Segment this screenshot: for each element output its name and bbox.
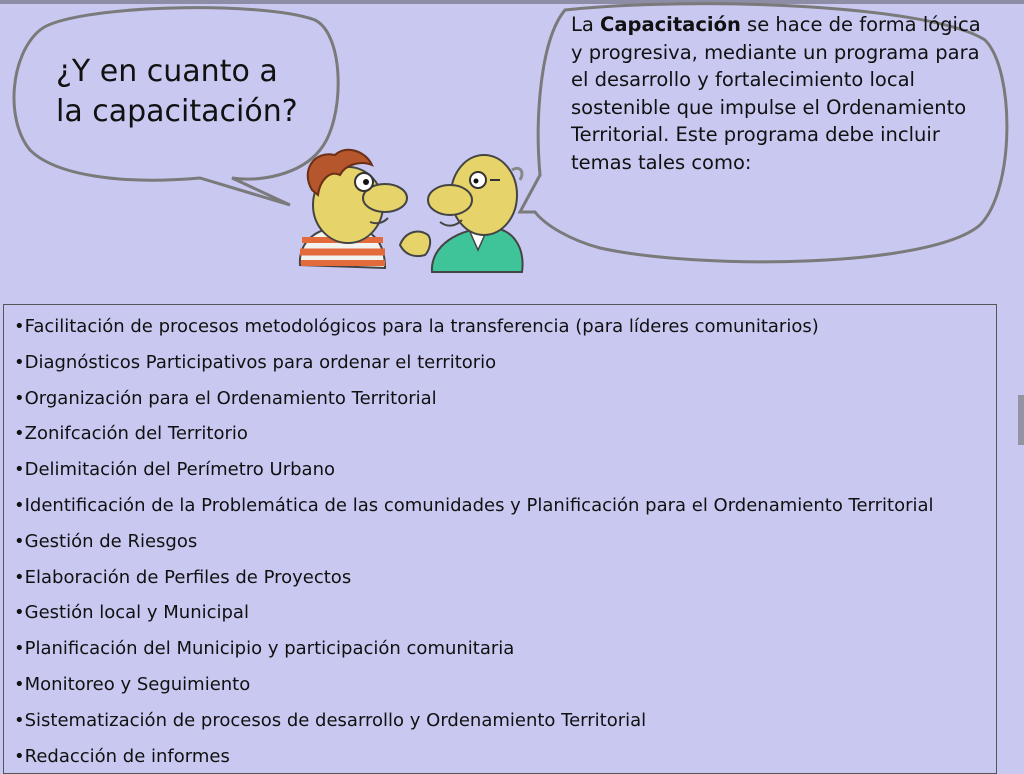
question-line-2: la capacitación? <box>56 94 298 129</box>
list-item: •Elaboración de Perfiles de Proyectos <box>14 566 352 588</box>
intro-bold-term: Capacitación <box>600 13 741 36</box>
topics-list-box <box>3 304 997 774</box>
list-item: •Delimitación del Perímetro Urbano <box>14 459 335 481</box>
list-item: •Zonifcación del Territorio <box>14 423 248 445</box>
list-item: •Redacción de informes <box>14 745 230 767</box>
character-curly-hair <box>300 150 407 268</box>
intro-rest: se hace de forma lógica y progresiva, mediante un programa para el desarrollo y fortalecimiento local sostenible que impulse el Ordenamiento Territorial. Este programa debe incluir temas tales como: <box>571 13 981 174</box>
list-item: •Facilitación de procesos metodológicos para la transferencia (para líderes comunitarios) <box>14 316 819 337</box>
list-item: •Organización para el Ordenamiento Territorial <box>14 387 437 409</box>
question-line-1: ¿Y en cuanto a <box>56 54 278 89</box>
right-bubble-explanation <box>571 11 996 176</box>
list-item: •Diagnósticos Participativos para ordenar el territorio <box>14 351 497 373</box>
list-item: •Sistematización de procesos de desarrollo y Ordenamiento Territorial <box>14 709 647 731</box>
left-bubble-question <box>56 52 326 132</box>
character-bald-glasses <box>400 155 523 272</box>
intro-prefix: La <box>571 13 601 36</box>
list-item: •Monitoreo y Seguimiento <box>14 673 251 695</box>
topics-list <box>4 305 996 774</box>
right-edge-marker <box>1018 395 1024 445</box>
list-item: •Gestión local y Municipal <box>14 602 249 624</box>
list-item: •Identificación de la Problemática de las comunidades y Planificación para el Ordenamiento Territorial <box>14 494 934 516</box>
list-item: •Planificación del Municipio y participación comunitaria <box>14 638 515 660</box>
list-item: •Gestión de Riesgos <box>14 530 198 552</box>
